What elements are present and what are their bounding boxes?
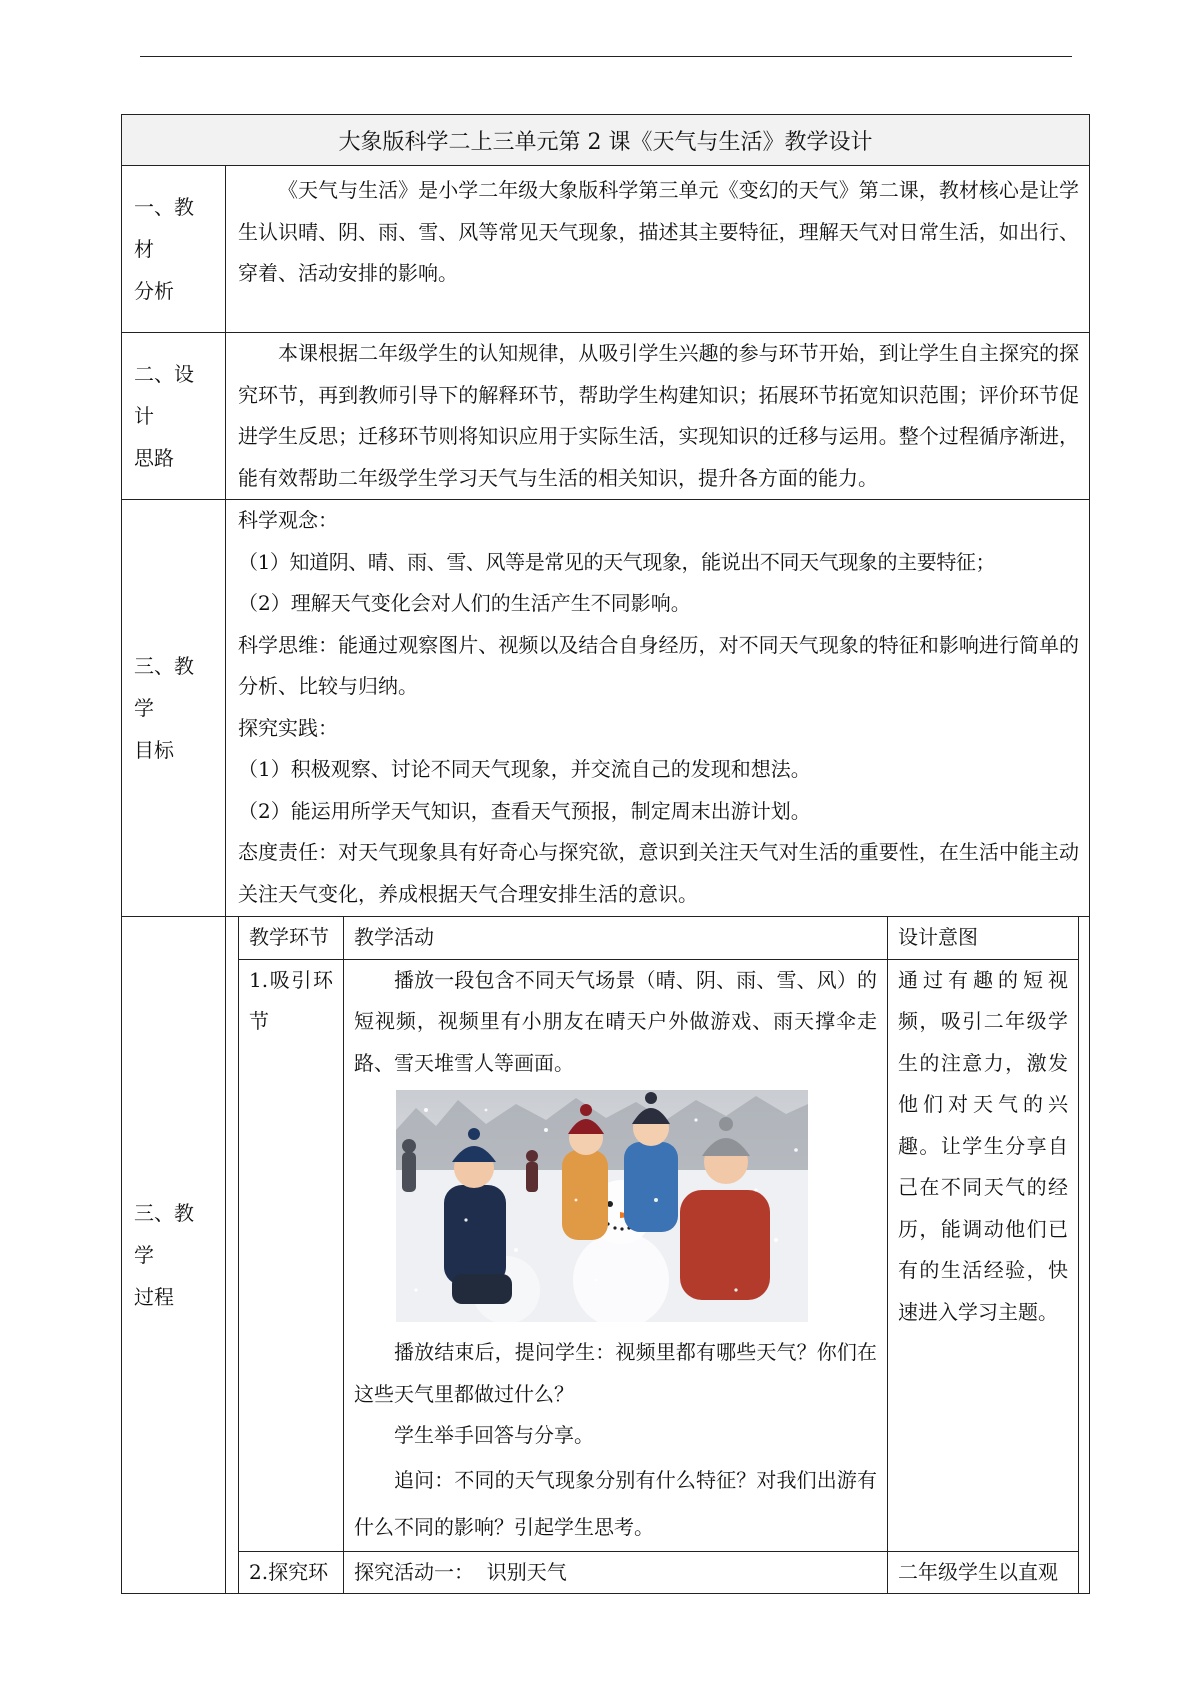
goal-line: 态度责任：对天气现象具有好奇心与探究欲，意识到关注天气对生活的重要性，在生活中能主动关注天气变化，养成根据天气合理安排生活的意识。 — [238, 840, 1079, 906]
process-table — [238, 917, 1079, 1593]
teaching-goals-row — [122, 500, 1089, 917]
teaching-process-content — [226, 917, 1089, 1593]
process-row-explore — [239, 1551, 1079, 1593]
page-title: 大象版科学二上三单元第 2 课《天气与生活》教学设计 — [122, 115, 1089, 166]
activity-cell: 播放一段包含不同天气场景（晴、阴、雨、雪、风）的短视频，视频里有小朋友在晴天户外做游戏、雨天撑伞走路、雪天堆雪人等画面。 播放结束后，提问学生：视频里都有哪些天气？你们在这些天气里都做过什么？ 学生举手回答与分享。 追问：不同的天气现象分别有什么特征？对我们出游有什么不同的影响？引起学生思考。 — [344, 959, 888, 1551]
material-analysis-row — [122, 166, 1089, 333]
teaching-process-row — [122, 917, 1089, 1593]
stage-cell: 2.探究环 — [239, 1551, 344, 1593]
process-row-engage — [239, 959, 1079, 1551]
teaching-goals-content — [226, 500, 1089, 916]
design-idea-label: 二、设计 思路 — [122, 333, 226, 499]
stage-cell: 1.吸引环节 — [239, 959, 344, 1551]
teaching-goals-label: 三、教学 目标 — [122, 500, 226, 916]
header-stage: 教学环节 — [239, 917, 344, 959]
kids-building-snowman-photo — [396, 1090, 808, 1322]
goal-line: （1）积极观察、讨论不同天气现象，并交流自己的发现和想法。 — [238, 757, 811, 781]
teaching-process-label: 三、教学 过程 — [122, 917, 226, 1593]
goal-line: （1）知道阴、晴、雨、雪、风等是常见的天气现象，能说出不同天气现象的主要特征； — [238, 549, 996, 574]
activity-cell: 探究活动一： 识别天气 — [344, 1551, 888, 1593]
header-rule — [140, 56, 1072, 57]
design-idea-content — [226, 333, 1089, 499]
goal-line: （2）理解天气变化会对人们的生活产生不同影响。 — [238, 591, 691, 615]
goal-line: 科学观念： — [238, 508, 338, 532]
material-analysis-label: 一、教材 分析 — [122, 166, 226, 332]
lesson-plan-table — [121, 114, 1090, 1594]
material-analysis-content — [226, 166, 1089, 332]
material-analysis-text: 《天气与生活》是小学二年级大象版科学第三单元《变幻的天气》第二课，教材核心是让学生认识晴、阴、雨、雪、风等常见天气现象，描述其主要特征，理解天气对日常生活，如出行、穿着、活动安排的影响。 — [238, 178, 1079, 285]
goal-line: 探究实践： — [238, 715, 338, 740]
header-activity: 教学活动 — [344, 917, 888, 959]
header-intent: 设计意图 — [888, 917, 1079, 959]
design-idea-text: 本课根据二年级学生的认知规律，从吸引学生兴趣的参与环节开始，到让学生自主探究的探究环节，再到教师引导下的解释环节，帮助学生构建知识；拓展环节拓宽知识范围；评价环节促进学生反思；迁移环节则将知识应用于实际生活，实现知识的迁移与运用。整个过程循序渐进，能有效帮助二年级学生学习天气与生活的相关知识，提升各方面的能力。 — [238, 341, 1079, 490]
goal-line: 科学思维：能通过观察图片、视频以及结合自身经历，对不同天气现象的特征和影响进行简单的分析、比较与归纳。 — [238, 632, 1079, 698]
goal-line: （2）能运用所学天气知识，查看天气预报，制定周末出游计划。 — [238, 798, 811, 823]
process-header-row — [239, 917, 1079, 959]
intent-cell: 二年级学生以直观 — [888, 1551, 1079, 1593]
intent-cell: 通过有趣的短视频，吸引二年级学生的注意力，激发他们对天气的兴趣。让学生分享自己在不同天气的经历，能调动他们已有的生活经验，快速进入学习主题。 — [888, 959, 1079, 1551]
design-idea-row — [122, 333, 1089, 500]
